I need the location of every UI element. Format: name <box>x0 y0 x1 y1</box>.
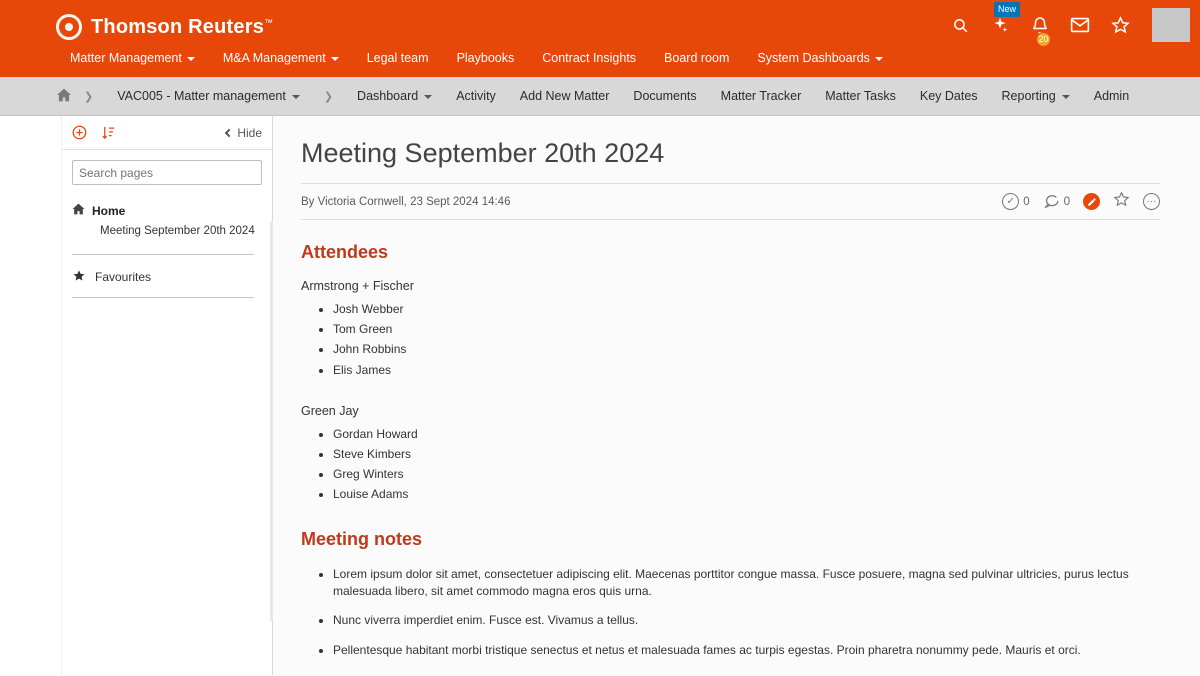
subnav-label: Admin <box>1093 89 1130 103</box>
tr-circle-logo-icon <box>56 14 82 40</box>
subnav-reporting[interactable] <box>990 89 1082 103</box>
subnav-dashboard[interactable] <box>345 89 444 103</box>
sort-order-icon[interactable] <box>101 125 116 140</box>
list-item: • Steve Kimbers <box>333 446 1160 462</box>
comments-action[interactable] <box>1043 192 1070 211</box>
favourite-star-icon[interactable] <box>1113 191 1130 212</box>
check-circle-icon: ✓ <box>1002 193 1019 210</box>
chevron-down-icon <box>424 95 432 99</box>
breadcrumb-separator: ❯ <box>323 90 334 103</box>
nav-label: Contract Insights <box>542 51 637 65</box>
section-heading-attendees: Attendees <box>301 242 389 262</box>
subnav-label: Dashboard <box>357 89 419 103</box>
nav-label: Legal team <box>366 51 429 65</box>
sidebar-item-favourites[interactable] <box>72 255 262 297</box>
list-item: • Lorem ipsum dolor sit amet, consectetuer adipiscing elit. Maecenas porttitor congue massa. Fusce posuere, magna sed pulvinar ultricies, purus lectus malesuada libero, sit amet commodo magna eros quis urna. <box>333 566 1160 601</box>
sidebar-toolbar <box>62 116 272 150</box>
chevron-down-icon <box>331 57 339 61</box>
attendee-list <box>301 301 1160 378</box>
sidebar-divider <box>72 297 254 298</box>
subnav-matter-tasks[interactable] <box>813 89 908 103</box>
subnav-label: Documents <box>633 89 697 103</box>
pages-sidebar <box>62 116 273 675</box>
subnav-add-new-matter[interactable] <box>508 89 622 103</box>
favourites-star-icon[interactable] <box>1108 12 1132 38</box>
list-item: • Nunc viverra imperdiet enim. Fusce est. Vivamus a tellus. <box>333 612 1160 629</box>
left-gutter <box>0 116 62 675</box>
more-ellipsis-icon[interactable]: ··· <box>1143 193 1160 210</box>
nav-item-legal-team[interactable] <box>353 45 443 71</box>
tasks-action[interactable] <box>1002 193 1029 210</box>
attendee-list <box>301 426 1160 503</box>
nav-item-ma-management[interactable] <box>209 45 353 71</box>
search-pages-wrap <box>62 150 272 189</box>
meeting-notes-list <box>301 566 1160 660</box>
breadcrumb-matter-label: VAC005 - Matter management <box>117 89 286 103</box>
breadcrumb-separator: ❯ <box>84 90 94 103</box>
home-icon <box>72 203 85 218</box>
nav-item-contract-insights[interactable] <box>528 45 650 71</box>
page-content <box>273 116 1200 675</box>
subnav-label: Activity <box>456 89 496 103</box>
chevron-down-icon <box>1062 95 1070 99</box>
chevron-down-icon <box>187 57 195 61</box>
notifications-bell-icon[interactable] <box>1028 12 1052 44</box>
breadcrumb-matter[interactable] <box>105 89 312 103</box>
edit-pencil-icon[interactable] <box>1083 193 1100 210</box>
brand-name: Thomson Reuters™ <box>91 15 274 38</box>
subnav-label: Matter Tasks <box>825 89 896 103</box>
subnav-matter-tracker[interactable] <box>709 89 814 103</box>
tree-item-home[interactable] <box>72 201 262 220</box>
section-heading-meeting-notes: Meeting notes <box>301 528 423 549</box>
subnav-documents[interactable] <box>621 89 708 103</box>
sidebar-item-label: Favourites <box>95 270 152 284</box>
notification-count-badge: 20 <box>1036 32 1051 47</box>
list-item: • Tom Green <box>333 321 1160 337</box>
page-actions <box>1002 191 1160 212</box>
content-area <box>0 116 1200 675</box>
subnav-label: Key Dates <box>919 89 978 103</box>
hide-sidebar-button[interactable] <box>226 126 262 140</box>
subnav-admin[interactable] <box>1082 89 1141 103</box>
mail-icon[interactable] <box>1068 12 1092 38</box>
nav-label: Board room <box>664 51 730 65</box>
nav-item-matter-management[interactable] <box>56 45 209 71</box>
list-item: • John Robbins <box>333 341 1160 357</box>
page-meta-bar <box>301 183 1160 220</box>
attendee-group-label: Green Jay <box>301 403 359 418</box>
nav-label: System Dashboards <box>757 51 870 65</box>
list-item: • Louise Adams <box>333 486 1160 502</box>
list-item: • Josh Webber <box>333 301 1160 317</box>
tree-item-meeting-page[interactable] <box>72 220 262 242</box>
chevron-down-icon <box>875 57 883 61</box>
nav-label: Matter Management <box>70 51 182 65</box>
main-navigation <box>56 45 897 71</box>
search-icon[interactable] <box>948 12 972 38</box>
subnav-activity[interactable] <box>444 89 508 103</box>
brand-trademark: ™ <box>264 16 274 27</box>
list-item: • Greg Winters <box>333 466 1160 482</box>
add-page-icon[interactable] <box>72 125 87 140</box>
hide-sidebar-label: Hide <box>237 125 262 140</box>
list-item: • Gordan Howard <box>333 426 1160 442</box>
search-pages-input[interactable] <box>72 160 262 185</box>
chevron-left-icon <box>225 128 233 136</box>
home-icon[interactable] <box>56 88 72 105</box>
attendee-group-label: Armstrong + Fischer <box>301 279 414 293</box>
breadcrumb <box>0 77 1200 116</box>
list-item: • Pellentesque habitant morbi tristique senectus et netus et malesuada fames ac turpis egestas. Proin pharetra nonummy pede. Mauris et orci. <box>333 642 1160 659</box>
nav-item-playbooks[interactable] <box>443 45 529 71</box>
subnav-label: Matter Tracker <box>720 89 802 103</box>
tasks-count: 0 <box>1023 195 1030 208</box>
new-badge: New <box>994 2 1020 17</box>
star-icon <box>72 269 86 285</box>
nav-label: Playbooks <box>456 51 515 65</box>
brand-logo-area[interactable] <box>56 10 273 44</box>
chevron-down-icon <box>292 95 300 99</box>
comments-count: 0 <box>1063 195 1070 208</box>
subnav-label: Reporting <box>1001 89 1056 103</box>
top-bar <box>0 0 1200 77</box>
comment-bubble-icon <box>1043 192 1060 211</box>
page-byline: By Victoria Cornwell, 23 Sept 2024 14:46 <box>301 195 511 208</box>
subnav-label: Add New Matter <box>519 89 610 103</box>
nav-item-system-dashboards[interactable] <box>743 45 897 71</box>
tree-item-label: Home <box>92 203 126 218</box>
top-bar-actions <box>948 4 1190 44</box>
avatar[interactable] <box>1152 8 1190 42</box>
subnav-key-dates[interactable] <box>908 89 990 103</box>
page-title: Meeting September 20th 2024 <box>301 138 665 168</box>
list-item: • Elis James <box>333 362 1160 378</box>
nav-item-board-room[interactable] <box>650 45 743 71</box>
tree-item-label: Meeting September 20th 2024 <box>100 225 255 237</box>
sparkle-icon[interactable] <box>988 4 1017 38</box>
pages-tree <box>62 189 272 298</box>
nav-label: M&A Management <box>222 51 326 65</box>
sidebar-resize-handle[interactable] <box>270 221 273 621</box>
